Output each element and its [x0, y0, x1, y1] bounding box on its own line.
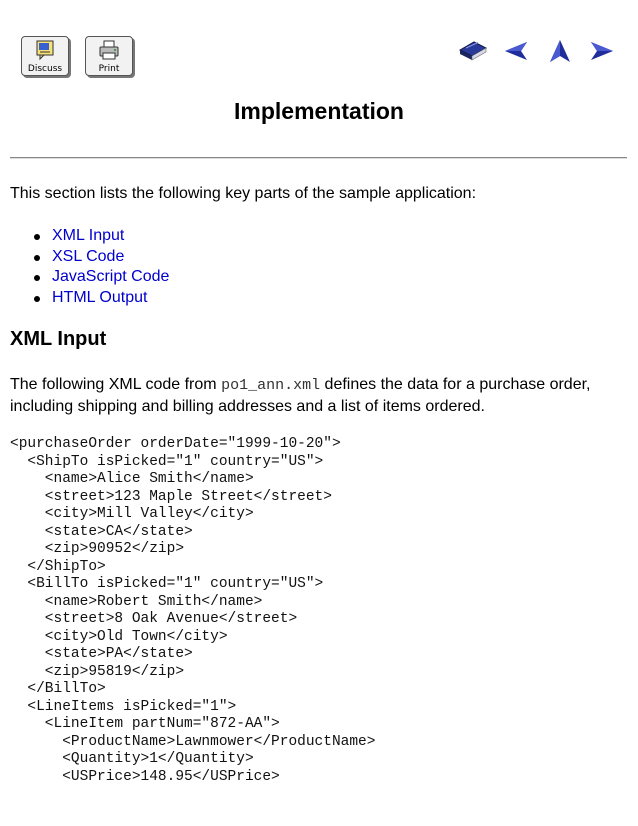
code-line: <USPrice>148.95</USPrice> [10, 768, 280, 785]
discuss-label: Discuss [27, 64, 63, 74]
filename: po1_ann.xml [221, 377, 321, 394]
bullet-icon [34, 234, 40, 240]
toc-link-html-output[interactable]: HTML Output [52, 289, 148, 307]
bullet-icon [34, 275, 40, 281]
toc-link-xsl-code[interactable]: XSL Code [52, 247, 125, 265]
code-line: <street>8 Oak Avenue</street> [10, 611, 298, 627]
up-arrow-icon[interactable] [547, 38, 573, 64]
toc-item [34, 267, 169, 288]
code-line: <state>PA</state> [10, 646, 193, 662]
paragraph-text: defines the data for a purchase order, including shipping and billing addresses and a list of items ordered. [10, 376, 591, 415]
divider [10, 157, 627, 159]
print-button[interactable] [85, 36, 133, 76]
code-line: <BillTo isPicked="1" country="US"> [10, 576, 324, 592]
code-line: <Quantity>1</Quantity> [10, 751, 254, 767]
code-block [10, 436, 375, 786]
code-line: <street>123 Maple Street</street> [10, 488, 332, 505]
toc-item [34, 247, 169, 268]
section-paragraph [10, 374, 625, 417]
section-heading: XML Input [10, 328, 107, 350]
code-line: <ShipTo isPicked="1" country="US"> [10, 453, 324, 470]
code-line: <zip>95819</zip> [10, 663, 185, 680]
code-line: <ProductName>Lawnmower</ProductName> [10, 733, 376, 750]
code-line: <state>CA</state> [10, 523, 193, 540]
toolbar [0, 0, 638, 90]
code-line: </ShipTo> [10, 558, 106, 575]
code-line: <LineItem partNum="872-AA"> [10, 716, 280, 732]
discuss-icon [34, 39, 56, 61]
table-of-contents [34, 226, 169, 309]
code-line: <name>Robert Smith</name> [10, 593, 263, 610]
code-line: <zip>90952</zip> [10, 541, 185, 557]
bullet-icon [34, 255, 40, 261]
next-arrow-icon[interactable] [589, 38, 615, 64]
paragraph-text: The following XML code from [10, 376, 222, 393]
intro-text: This section lists the following key parts of the sample application: [10, 185, 477, 202]
toc-item [34, 226, 169, 247]
page-title: Implementation [234, 98, 404, 124]
code-line: <name>Alice Smith</name> [10, 471, 254, 487]
discuss-button[interactable] [21, 36, 69, 76]
toc-item [34, 288, 169, 309]
code-line: <LineItems isPicked="1"> [10, 698, 237, 715]
code-line: <city>Old Town</city> [10, 628, 228, 645]
book-icon[interactable] [456, 38, 490, 64]
toc-link-xml-input[interactable]: XML Input [52, 227, 125, 244]
printer-icon [98, 39, 120, 61]
code-line: <purchaseOrder orderDate="1999-10-20"> [10, 436, 341, 452]
code-line: </BillTo> [10, 681, 106, 697]
toc-link-javascript-code[interactable]: JavaScript Code [52, 268, 170, 286]
print-label: Print [98, 64, 120, 74]
bullet-icon [34, 296, 40, 302]
previous-arrow-icon[interactable] [503, 38, 529, 64]
code-line: <city>Mill Valley</city> [10, 506, 254, 522]
